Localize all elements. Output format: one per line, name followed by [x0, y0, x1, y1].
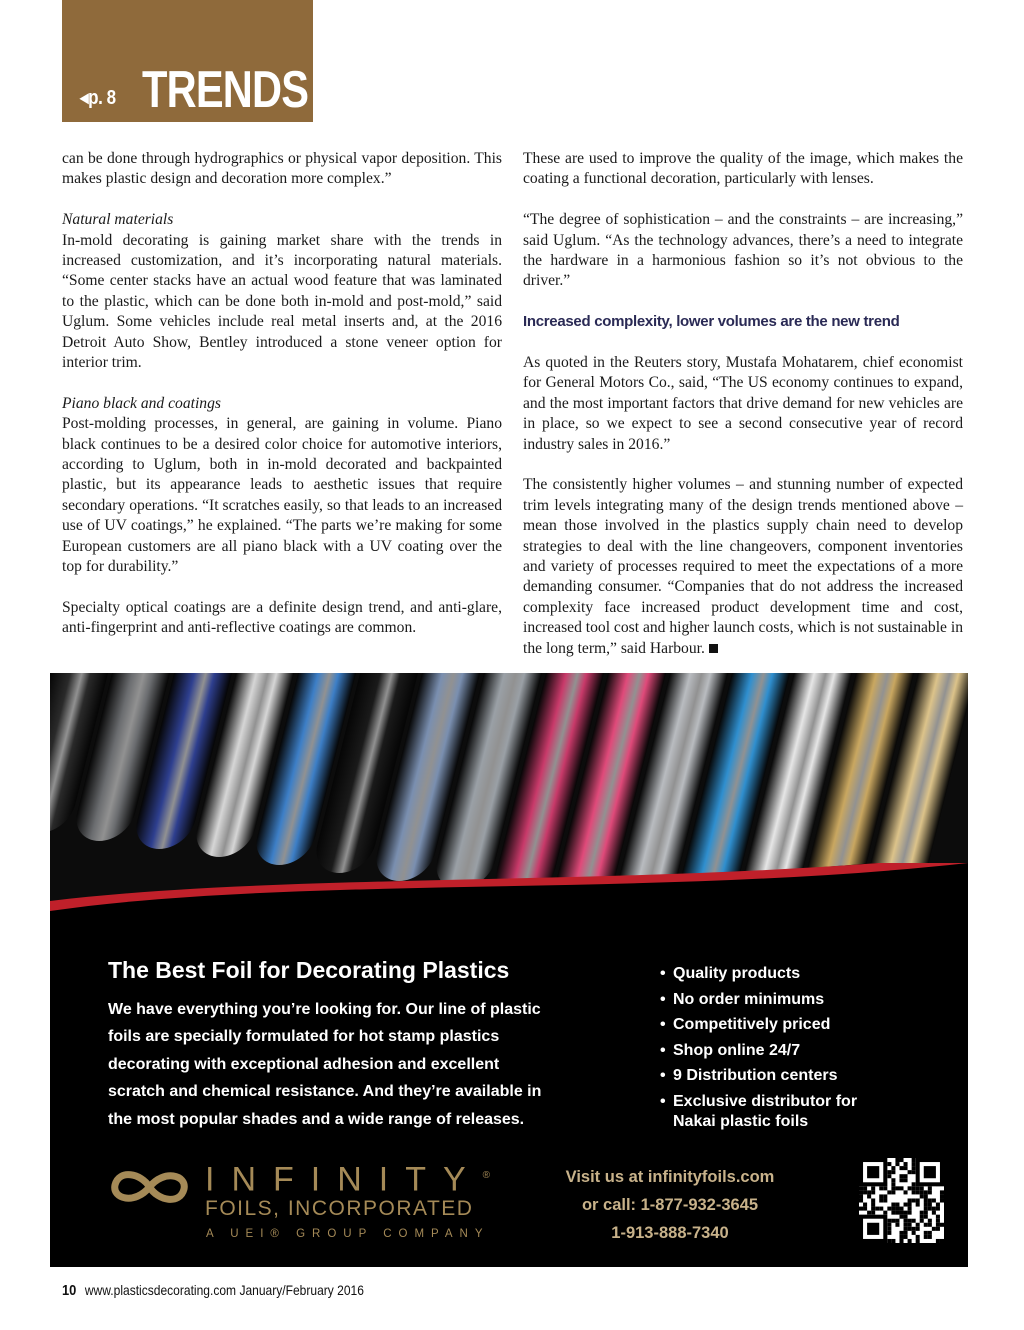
- ad-bullet: • Shop online 24/7: [660, 1041, 857, 1061]
- section-tab: [62, 0, 313, 122]
- phone-number: or call: 1-877-932-3645: [581, 1196, 759, 1214]
- brand-name: [205, 1158, 490, 1197]
- paragraph: In-mold decorating is gaining market share with the trends in increased customization, and it’s incorporating natural materials. “Some center stacks have an actual wood feature that was laminated to the plastic, which can be done both in-mold and post-mold,” said Uglum. Some vehicles include real metal inserts and, at the 2016 Detroit Auto Show, Bentley introduced a stone veneer option for interior trim.: [62, 231, 502, 372]
- paragraph: can be done through hydrographics or physical vapor deposition. This makes plastic design and decoration more complex.”: [62, 150, 502, 188]
- end-mark-icon: [709, 644, 718, 653]
- brand-group: A UEI® GROUP COMPANY: [206, 1228, 490, 1240]
- ad-bullet-list: [660, 964, 857, 1137]
- page-reference-link[interactable]: ◂p. 8: [80, 87, 116, 109]
- subheading: Natural materials: [62, 211, 174, 229]
- footer-issue: January/February 2016: [239, 1282, 364, 1298]
- ad-bullet: • Quality products: [660, 964, 857, 984]
- ad-bullet: [660, 1092, 857, 1132]
- paragraph: These are used to improve the quality of the image, which makes the coating a functional decoration, particularly with lenses.: [523, 150, 963, 188]
- ad-bullet-continuation: Nakai plastic foils: [673, 1112, 809, 1130]
- advertisement[interactable]: [50, 673, 968, 1267]
- ad-body: [108, 996, 588, 1133]
- brand-subtitle: FOILS, INCORPORATED: [205, 1197, 474, 1220]
- qr-code-icon[interactable]: [859, 1158, 944, 1243]
- left-column: [62, 149, 502, 659]
- contact-info: [520, 1163, 820, 1247]
- ad-bullet: • No order minimums: [660, 990, 857, 1010]
- brand-name-text: INFINITY: [205, 1160, 483, 1199]
- ad-body-line: decorating with exceptional adhesion and excellent: [108, 1055, 500, 1073]
- ad-bullet-text: Exclusive distributor for: [673, 1092, 858, 1110]
- ad-body-line: the most popular shades and a wide range of releases.: [108, 1110, 525, 1128]
- page-footer: [62, 1282, 364, 1299]
- ad-body-line: We have everything you’re looking for. Our line of plastic: [108, 1001, 541, 1018]
- ad-title: The Best Foil for Decorating Plastics: [108, 957, 510, 983]
- ad-body-line: foils are specially formulated for hot stamp plastics: [108, 1028, 500, 1046]
- section-heading: Increased complexity, lower volumes are the new trend: [523, 313, 900, 331]
- registered-mark: ®: [482, 1170, 491, 1181]
- page-number: 10: [62, 1282, 77, 1299]
- ad-body-line: scratch and chemical resistance. And they’re available in: [108, 1083, 542, 1101]
- paragraph: Post-molding processes, in general, are gaining in volume. Piano black continues to be a desired color choice for automotive interiors, according to Uglum, both in in-mold decorated and backpainted plastic, but its appearance leads to aesthetic issues that require secondary operations. “It scratches easily, so that leads to an increased use of UV coatings,” he explained. “The parts we’re making for some European customers are all piano black with a UV coating over the top for durability.”: [62, 415, 502, 576]
- paragraph-text: The consistently higher volumes – and stunning number of expected trim levels integrating many of the design trends mentioned above – mean those involved in the plastics supply chain need to develop strategies to deal with the line changeovers, component inventories and variety of processes required to meet the expectations of a more demanding consumer. “Companies that do not address the increased complexity face increased product development time and cost, increased tool cost and higher launch costs, which is not sustainable in the long term,” said Harbour.: [523, 476, 963, 657]
- footer-site[interactable]: www.plasticsdecorating.com: [84, 1282, 237, 1298]
- subheading: Piano black and coatings: [62, 394, 221, 412]
- section-title: TRENDS: [142, 61, 309, 119]
- infinity-logo-icon: [107, 1163, 192, 1211]
- ad-bullet: • 9 Distribution centers: [660, 1066, 857, 1086]
- paragraph: “The degree of sophistication – and the constraints – are increasing,” said Uglum. “As the technology advances, there’s a need to integrate the hardware in a harmonious fashion so it’s not obvious to the driver.”: [523, 211, 963, 290]
- paragraph: Specialty optical coatings are a definite design trend, and anti-glare, anti-fingerprint and anti-reflective coatings are common.: [62, 598, 502, 637]
- phone-number: 1-913-888-7340: [611, 1224, 729, 1242]
- website-link[interactable]: Visit us at infinityfoils.com: [565, 1168, 775, 1186]
- right-column: [523, 149, 963, 679]
- ad-bullet: • Competitively priced: [660, 1015, 857, 1035]
- paragraph: As quoted in the Reuters story, Mustafa Mohatarem, chief economist for General Motors Co., said, “The US economy continues to expand, and the most important factors that drive demand for new vehicles are in place, so we expect to see a second consecutive year of record industry sales in 2016.”: [523, 354, 963, 453]
- paragraph: [523, 475, 963, 659]
